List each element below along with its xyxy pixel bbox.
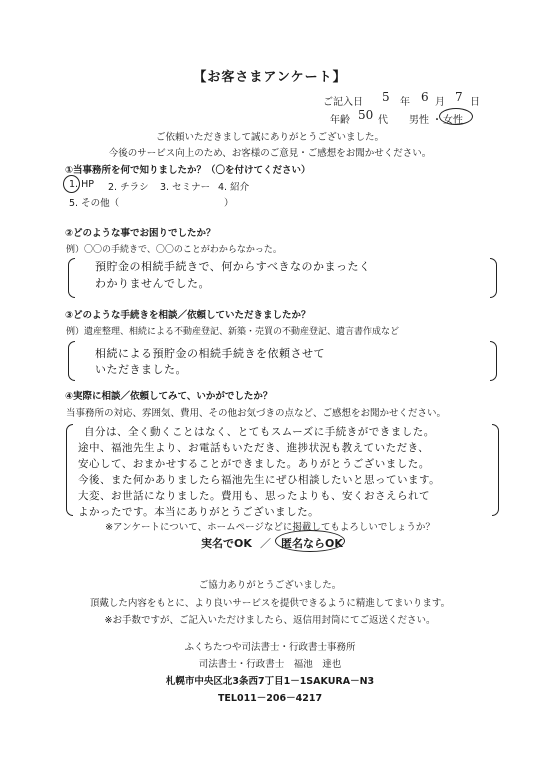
publish-slash: ／ <box>260 537 271 550</box>
q3-question: ③どのような手続きを相談／依頼していただきましたか？ <box>65 310 311 321</box>
q4-answer-line-2: 途中、福池先生より、お電話もいただき、進捗状況も教えていただき、 <box>78 442 430 454</box>
intro-line-1: ご依頼いただきまして誠にありがとうございました。 <box>155 132 384 143</box>
closing-line-2: ※お手数ですが、ご記入いただけましたら、返信用封筒にてご返送ください。 <box>104 615 436 626</box>
publish-anonymous: 匿名ならOK <box>281 537 343 550</box>
intro-line-2: 今後のサービス向上のため、お客様のご意見・ご感想をお聞かせください。 <box>108 148 432 159</box>
date-day: 7 <box>455 90 463 104</box>
page-title: 【お客さまアンケート】 <box>193 70 347 85</box>
office-tel: TEL011－206－4217 <box>217 693 323 704</box>
sex-female: 女性 <box>443 115 463 126</box>
date-month: 6 <box>421 90 429 104</box>
q4-sub: 当事務所の対応、雰囲気、費用、その他お気づきの点など、ご感想をお聞かせください。 <box>66 408 447 419</box>
q2-question: ②どのような事でお困りでしたか？ <box>65 228 216 239</box>
age-label: 年齢 <box>330 115 350 126</box>
answer-bracket-right <box>490 258 497 298</box>
office-address: 札幌市中央区北3条西7丁目1－1SAKURA－N3 <box>165 676 375 687</box>
q3-answer-line-1: 相続による預貯金の相続手続きを依頼させて <box>95 347 325 360</box>
office-name: ふくちたつや司法書士・行政書士事務所 <box>184 642 356 653</box>
closing-thanks: ご協力ありがとうございました。 <box>198 580 342 591</box>
sex-separator: ・ <box>432 115 442 126</box>
month-unit: 月 <box>435 97 445 108</box>
q1-option-other: 5. その他（ <box>69 198 120 209</box>
day-unit: 日 <box>470 97 480 108</box>
q1-option-hp: 1. HP <box>69 179 94 190</box>
year-unit: 年 <box>400 97 410 108</box>
sex-male: 男性 <box>409 115 429 126</box>
q1-question: ①当事務所を何で知りましたか？（〇を付けてください） <box>65 165 311 176</box>
publish-real-name: 実名でOK <box>201 537 252 550</box>
date-label: ご記入日 <box>323 97 363 108</box>
date-year: 5 <box>382 90 390 104</box>
q3-answer-line-2: いただきました。 <box>95 363 187 376</box>
q4-answer-line-3: 安心して、おまかせすることができました。ありがとうございました。 <box>78 458 430 470</box>
q1-option-referral: 4. 紹介 <box>218 182 250 193</box>
answer-bracket-left <box>66 424 73 516</box>
female-circle-mark <box>439 108 473 125</box>
age-value: 50 <box>358 108 374 122</box>
q4-question: ④実際に相談／依頼してみて、いかがでしたか？ <box>65 391 273 402</box>
q4-answer-line-1: 自分は、全く動くことはなく、とてもスムーズに手続きができました。 <box>84 426 435 438</box>
office-person: 司法書士・行政書士 福池 達也 <box>198 659 342 670</box>
anonymous-circle-mark <box>275 530 345 552</box>
q4-answer-line-5: 大変、お世話になりました。費用も、思ったよりも、安くおさえられて <box>78 490 430 502</box>
option-circle-mark <box>63 175 80 193</box>
publish-question: ※アンケートについて、ホームページなどに掲載してもよろしいでしょうか？ <box>105 522 435 533</box>
q4-answer-line-6: よかったです。本当にありがとうございました。 <box>78 506 320 518</box>
answer-bracket-left <box>68 341 75 381</box>
age-unit: 代 <box>378 115 388 126</box>
q1-option-flyer: 2. チラシ <box>108 182 149 193</box>
q2-answer-line-2: わかりませんでした。 <box>95 277 210 290</box>
answer-bracket-right <box>490 341 497 381</box>
q1-option-seminar: 3. セミナー <box>160 182 211 193</box>
q3-example: 例）遺産整理、相続による不動産登記、新築・売買の不動産登記、遺言書作成など <box>66 327 400 337</box>
answer-bracket-right <box>492 424 499 516</box>
closing-line-1: 頂戴した内容をもとに、より良いサービスを提供できるように精進してまいります。 <box>89 598 451 609</box>
q2-answer-line-1: 預貯金の相続手続きで、何からすべきなのかまったく <box>95 260 371 273</box>
q4-answer-line-4: 今後、また何かありましたら福池先生にぜひ相談したいと思っています。 <box>78 474 441 486</box>
answer-bracket-left <box>68 258 75 298</box>
q2-example: 例）〇〇の手続きで、〇〇のことがわからなかった。 <box>66 245 282 255</box>
q1-other-close: ） <box>224 198 234 209</box>
